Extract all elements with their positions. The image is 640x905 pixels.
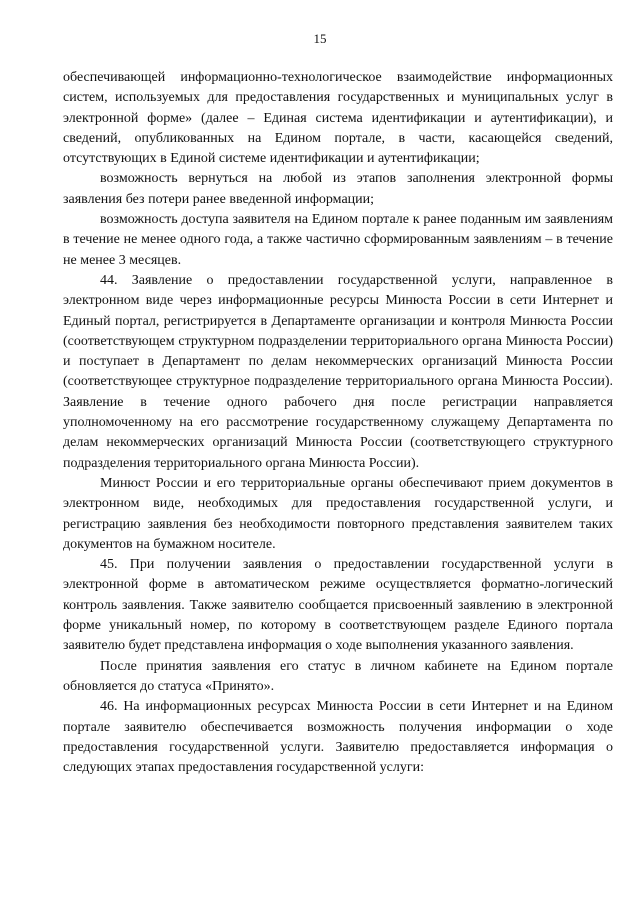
paragraph: 44. Заявление о предоставлении государственной услуги, направленное в электронном виде через информационные ресурсы Минюста России в сети Интернет и Единый портал, регистрируется в Департаменте организации и контроля Минюста России (соответствующем структурном подразделении территориального органа Минюста России) и поступает в Департамент по делам некоммерческих организаций Минюста России (соответствующее структурное подразделение территориального органа Минюста России). Заявление в течение одного рабочего дня после регистрации направляется уполномоченному на его рассмотрение государственному служащему Департамента по делам некоммерческих организаций Минюста России (соответствующего структурного подразделения территориального органа Минюста России). bbox=[63, 272, 613, 471]
paragraph: возможность доступа заявителя на Едином портале к ранее поданным им заявлениям в течение не менее одного года, а также частично сформированным заявлениям – в течение не менее 3 месяцев. bbox=[63, 212, 613, 268]
paragraph: обеспечивающей информационно-технологическое взаимодействие информационных систем, используемых для предоставления государственных и муниципальных услуг в электронной форме» (далее – Единая система идентификации и аутентификации), и сведений, опубликованных на Едином портале, в части, касающейся сведений, отсутствующих в Единой системе идентификации и аутентификации; bbox=[63, 70, 613, 167]
page-number: 15 bbox=[313, 31, 327, 46]
paragraph: После принятия заявления его статус в личном кабинете на Едином портале обновляется до статуса «Принято». bbox=[63, 658, 613, 694]
paragraph: 46. На информационных ресурсах Минюста России в сети Интернет и на Едином портале заявителю обеспечивается возможность получения информации о ходе предоставления государственной услуги. Заявителю предоставляется информация о следующих этапах предоставления государственной услуги: bbox=[63, 699, 613, 776]
paragraph: 45. При получении заявления о предоставлении государственной услуги в электронной форме в автоматическом режиме осуществляется форматно-логический контроль заявления. Также заявителю сообщается присвоенный заявлению в электронной форме уникальный номер, по которому в соответствующем разделе Единого портала заявителю будет представлена информация о ходе выполнения указанного заявления. bbox=[63, 557, 613, 654]
paragraph: возможность вернуться на любой из этапов заполнения электронной формы заявления без потери ранее введенной информации; bbox=[63, 171, 613, 207]
paragraph: Минюст России и его территориальные органы обеспечивают прием документов в электронном виде, необходимых для предоставления государственной услуги, и регистрацию заявления без необходимости повторного представления заявителем таких документов на бумажном носителе. bbox=[63, 475, 613, 552]
document-body bbox=[63, 68, 613, 778]
